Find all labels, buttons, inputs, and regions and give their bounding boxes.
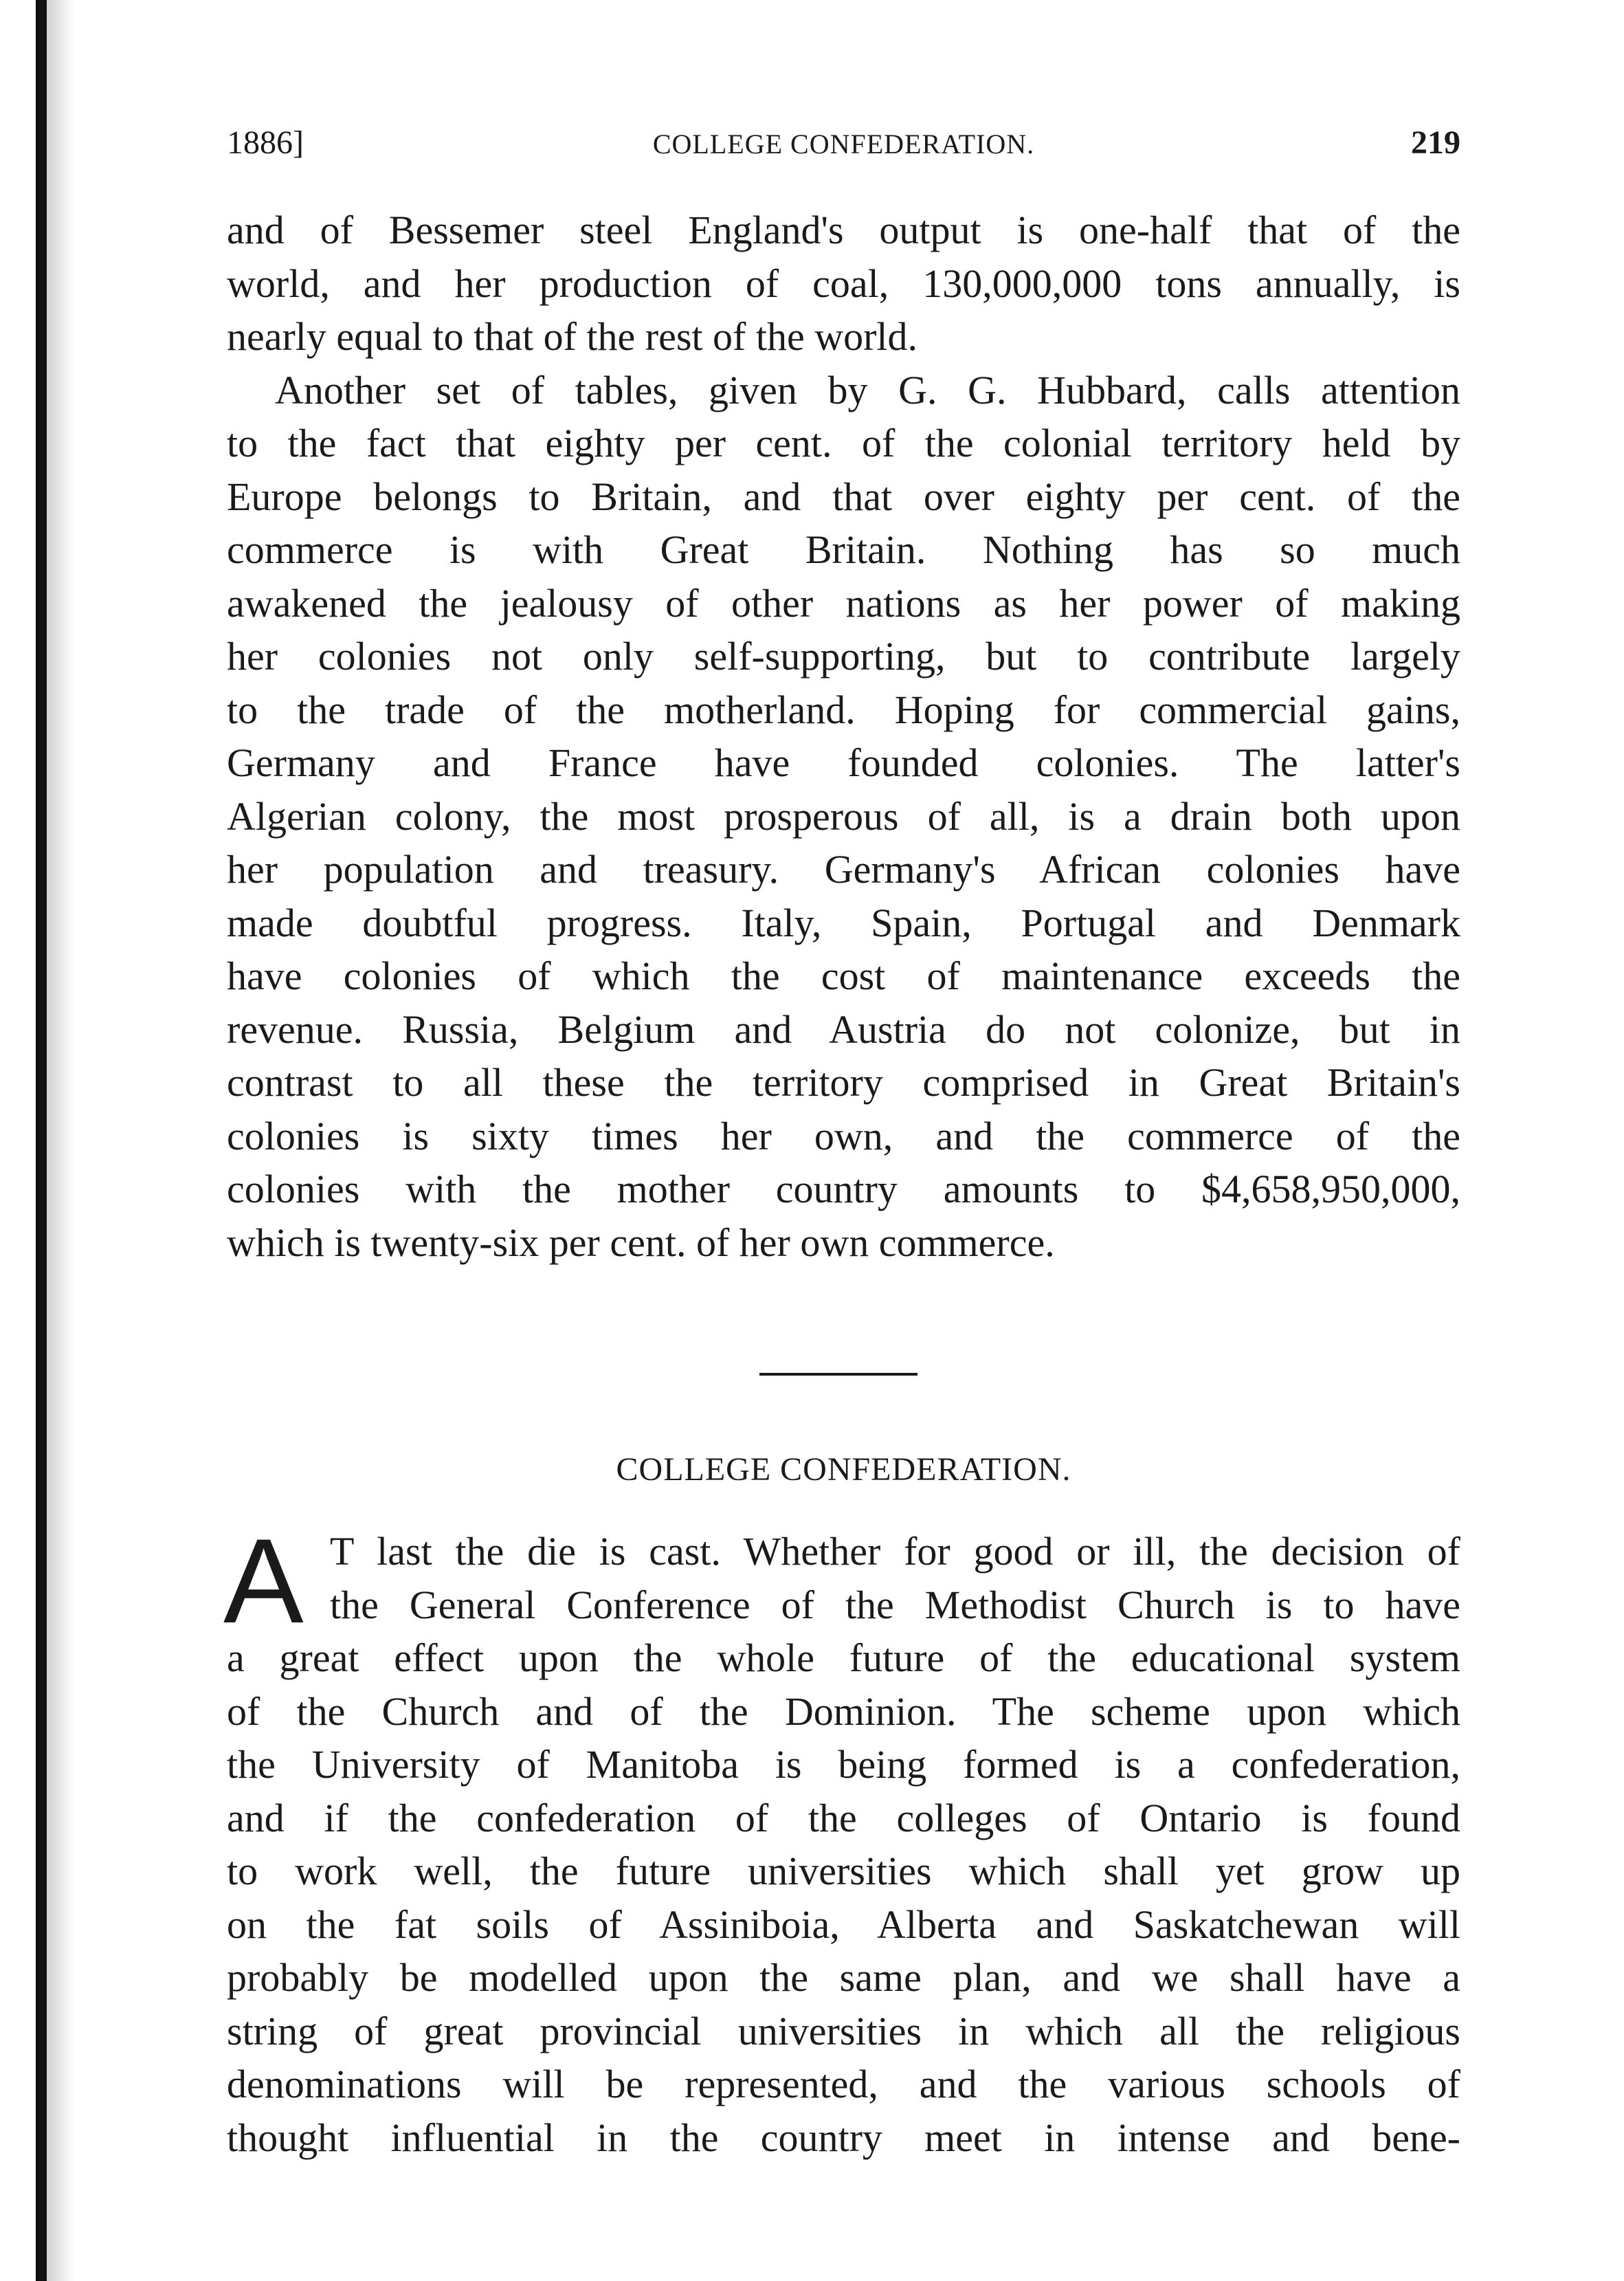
text-line: Europe belongs to Britain, and that over eighty per cent. of the — [227, 474, 1460, 519]
section-body — [227, 1525, 1460, 2164]
running-head-title: COLLEGE CONFEDERATION. — [652, 129, 1035, 159]
paragraph-colonies — [227, 364, 1460, 1270]
text-line: T last the die is cast. Whether for good or ill, the decision of — [330, 1529, 1460, 1574]
text-line: the University of Manitoba is being formed is a confederation, — [227, 1742, 1460, 1787]
text-line: to work well, the future universities which shall yet grow up — [227, 1849, 1460, 1893]
section-divider-rule — [759, 1373, 917, 1376]
paragraph-continuation — [227, 203, 1460, 364]
text-line: string of great provincial universities in which all the religious — [227, 2008, 1460, 2053]
text-line: thought influential in the country meet in intense and bene- — [227, 2115, 1460, 2160]
text-line: contrast to all these the territory comprised in Great Britain's — [227, 1060, 1460, 1105]
text-line: have colonies of which the cost of maintenance exceeds the — [227, 954, 1460, 998]
text-line: denominations will be represented, and the various schools of — [227, 2062, 1460, 2106]
text-line: Another set of tables, given by G. G. Hubbard, calls attention — [275, 367, 1460, 412]
text-line: and of Bessemer steel England's output is one-half that of the — [227, 208, 1460, 252]
text-line: colonies with the mother country amounts to $4,658,950,000, — [227, 1167, 1460, 1211]
text-line: a great effect upon the whole future of the educational system — [227, 1635, 1460, 1680]
text-line: the General Conference of the Methodist Church is to have — [330, 1582, 1460, 1627]
text-line: to the fact that eighty per cent. of the colonial territory held by — [227, 421, 1460, 465]
text-line: and if the confederation of the colleges of Ontario is found — [227, 1795, 1460, 1840]
text-line: on the fat soils of Assiniboia, Alberta and Saskatchewan will — [227, 1902, 1460, 1947]
section-title: COLLEGE CONFEDERATION. — [616, 1451, 1071, 1488]
book-spine-shadow — [36, 0, 47, 2281]
text-line: Algerian colony, the most prosperous of all, is a drain both upon — [227, 793, 1460, 839]
text-line: awakened the jealousy of other nations as her power of making — [227, 580, 1460, 626]
text-line: nearly equal to that of the rest of the world. — [227, 314, 918, 359]
text-line: revenue. Russia, Belgium and Austria do not colonize, but in — [227, 1006, 1460, 1052]
text-line: probably be modelled upon the same plan, and we shall have a — [227, 1955, 1460, 2000]
text-line: commerce is with Great Britain. Nothing has so much — [227, 527, 1460, 572]
page-number: 219 — [1411, 124, 1460, 161]
drop-cap: A — [223, 1514, 304, 1649]
running-head — [227, 124, 1460, 172]
text-line: Germany and France have founded colonies. The latter's — [227, 740, 1460, 785]
text-line: her population and treasury. Germany's African colonies have — [227, 847, 1460, 892]
gutter-shading — [47, 0, 74, 2281]
text-line: her colonies not only self-supporting, but to contribute largely — [227, 634, 1460, 679]
text-line: which is twenty-six per cent. of her own commerce. — [227, 1220, 1055, 1265]
text-line: colonies is sixty times her own, and the commerce of the — [227, 1113, 1460, 1158]
text-line: world, and her production of coal, 130,000,000 tons annually, is — [227, 261, 1460, 306]
text-line: to the trade of the motherland. Hoping for commercial gains, — [227, 687, 1460, 732]
running-head-year: 1886] — [227, 124, 304, 161]
text-line: of the Church and of the Dominion. The scheme upon which — [227, 1688, 1460, 1734]
text-line: made doubtful progress. Italy, Spain, Portugal and Denmark — [227, 900, 1460, 945]
